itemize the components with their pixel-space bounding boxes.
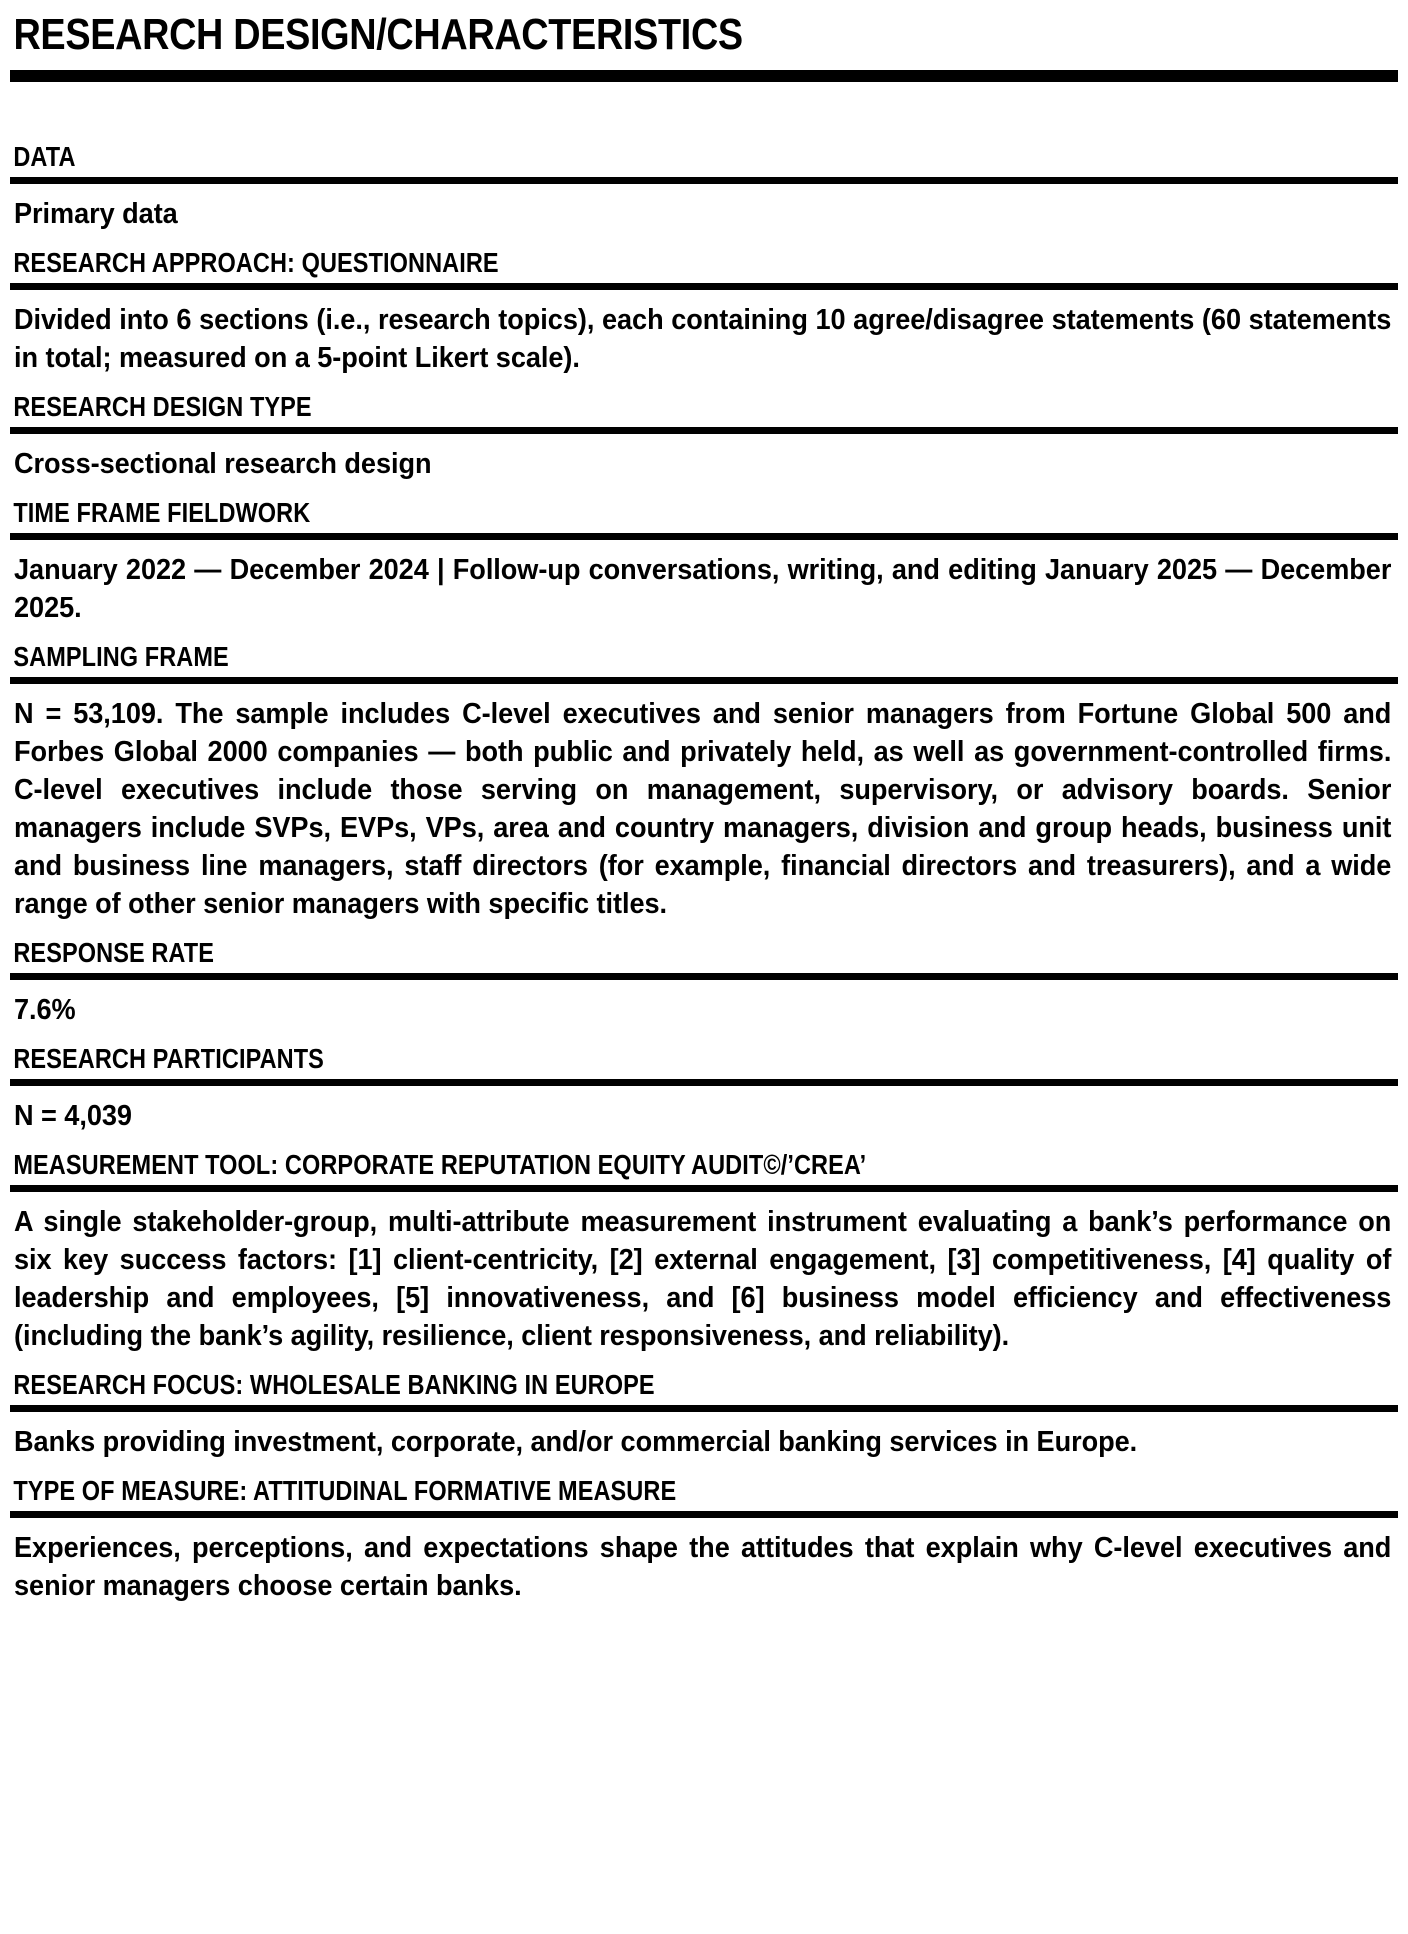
section: [10, 1042, 1398, 1135]
section-divider: [10, 177, 1398, 184]
section-body: [10, 684, 1398, 923]
section-heading: SAMPLING FRAME: [13, 641, 229, 672]
section-divider: [10, 533, 1398, 540]
section-divider: [10, 1079, 1398, 1086]
section: [10, 1368, 1398, 1461]
section: [10, 640, 1398, 923]
title-divider: [10, 70, 1398, 82]
section-body-text: January 2022 — December 2024 | Follow-up conversations, writing, and editing January 2025 — December 2025.: [14, 554, 1392, 624]
page-title: RESEARCH DESIGN/CHARACTERISTICS: [13, 10, 743, 59]
section-divider: [10, 1405, 1398, 1412]
section-body-text: N = 4,039: [14, 1100, 132, 1132]
section-body: [10, 1518, 1398, 1605]
sections-container: [10, 140, 1398, 1605]
section-divider: [10, 677, 1398, 684]
section-divider: [10, 283, 1398, 290]
section-heading: TYPE OF MEASURE: ATTITUDINAL FORMATIVE MEASURE: [13, 1475, 677, 1506]
section-body-text: N = 53,109. The sample includes C-level executives and senior managers from Fortune Global 500 and Forbes Global 2000 companies — both public and privately held, as well as government-controlled firms. C-level executives include those serving on management, supervisory, or advisory boards. Senior managers include SVPs, EVPs, VPs, area and country managers, division and group heads, business unit and business line managers, staff directors (for example, financial directors and treasurers), and a wide range of other senior managers with specific titles.: [14, 698, 1392, 920]
section-body-text: Banks providing investment, corporate, and/or commercial banking services in Europe.: [14, 1426, 1138, 1458]
section: [10, 390, 1398, 483]
title-spacer: [10, 82, 1398, 140]
section-body: [10, 184, 1398, 233]
section-body-text: Divided into 6 sections (i.e., research topics), each containing 10 agree/disagree statements (60 statements in total; measured on a 5-point Likert scale).: [14, 304, 1392, 374]
section-body: [10, 1412, 1398, 1461]
section-divider: [10, 973, 1398, 980]
section-body: [10, 1086, 1398, 1135]
section-heading: DATA: [13, 141, 76, 172]
section: [10, 140, 1398, 233]
section-heading: RESEARCH FOCUS: WHOLESALE BANKING IN EUROPE: [13, 1369, 655, 1400]
section-body: [10, 540, 1398, 627]
section-heading: RESPONSE RATE: [13, 937, 214, 968]
section: [10, 246, 1398, 377]
section-body: [10, 980, 1398, 1029]
section-heading: MEASUREMENT TOOL: CORPORATE REPUTATION EQUITY AUDIT©/’CREA’: [13, 1149, 867, 1180]
section-body-text: A single stakeholder-group, multi-attribute measurement instrument evaluating a bank’s performance on six key success factors: [1] client-centricity, [2] external engagement, [3] competitiveness, [4] quality of leadership and employees, [5] innovativeness, and [6] business model efficiency and effectiveness (including the bank’s agility, resilience, client responsiveness, and reliability).: [14, 1206, 1392, 1352]
section-body: [10, 290, 1398, 377]
section: [10, 936, 1398, 1029]
section-heading: RESEARCH APPROACH: QUESTIONNAIRE: [13, 247, 499, 278]
section-heading: RESEARCH PARTICIPANTS: [13, 1043, 324, 1074]
section-divider: [10, 1185, 1398, 1192]
section: [10, 1474, 1398, 1605]
section-body-text: Experiences, perceptions, and expectations shape the attitudes that explain why C-level executives and senior managers choose certain banks.: [14, 1532, 1392, 1602]
section-divider: [10, 427, 1398, 434]
section-body: [10, 434, 1398, 483]
section: [10, 1148, 1398, 1355]
section-body: [10, 1192, 1398, 1355]
section-heading: RESEARCH DESIGN TYPE: [13, 391, 312, 422]
section-heading: TIME FRAME FIELDWORK: [13, 497, 311, 528]
section-divider: [10, 1511, 1398, 1518]
section-body-text: 7.6%: [14, 994, 76, 1026]
section: [10, 496, 1398, 627]
section-body-text: Cross-sectional research design: [14, 448, 432, 480]
section-body-text: Primary data: [14, 198, 178, 230]
